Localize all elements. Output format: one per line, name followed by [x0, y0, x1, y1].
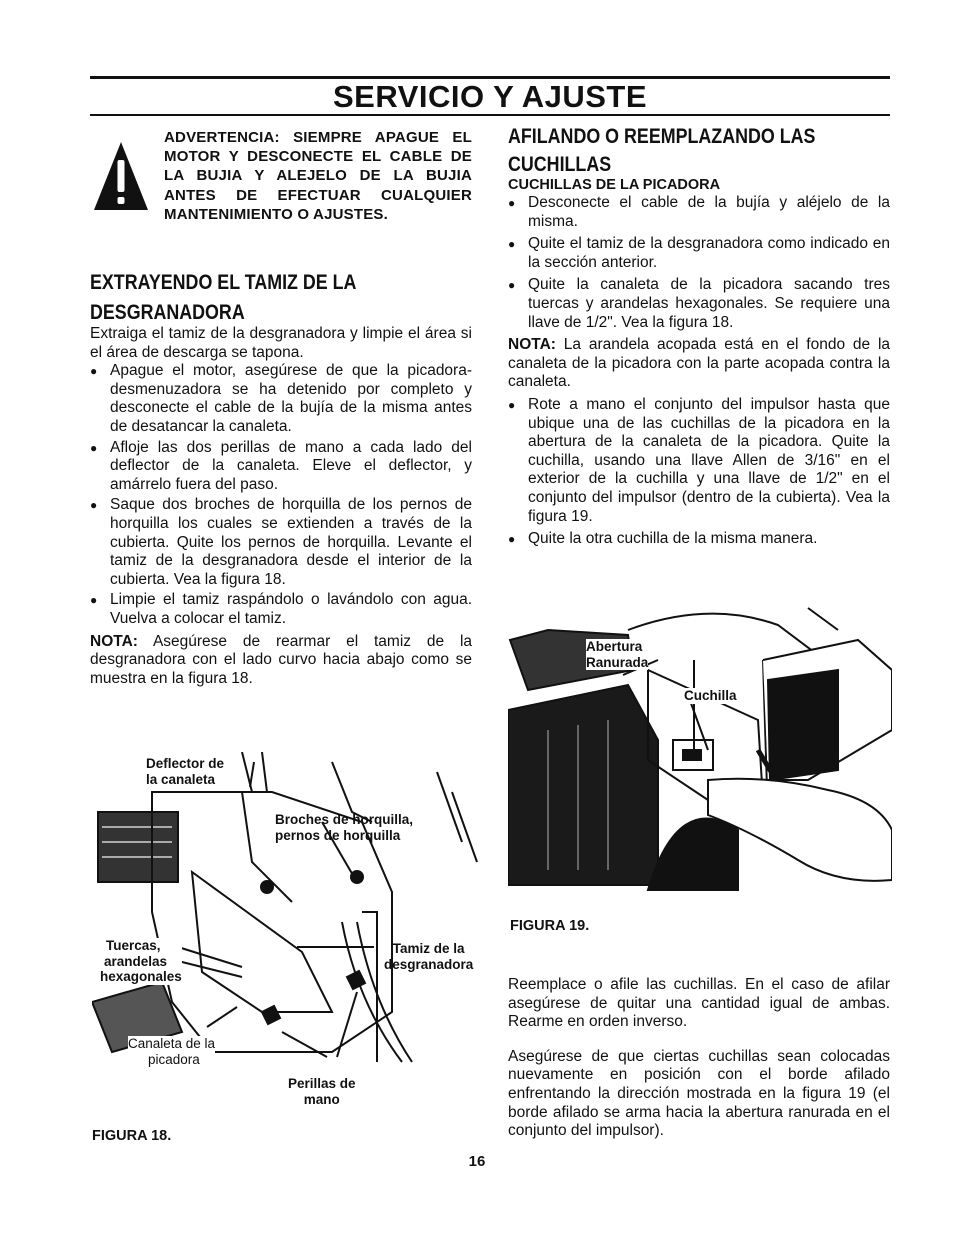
reemplace-paragraph: Reemplace o afile las cuchillas. En el caso de afilar asegúrese de quitar una cantidad igual de ambas. Rearme en orden inverso.: [508, 976, 890, 1031]
left-column: [90, 128, 472, 688]
fig18-label-tuercas: Tuercas, arandelas hexagonales: [100, 938, 182, 984]
tamiz-intro: Extraiga el tamiz de la desgranadora y limpie el área si el área de descarga se tapona.: [90, 325, 472, 361]
cuchillas-nota: [508, 336, 890, 392]
tamiz-step: ● Apague el motor, asegúrese de que la picadora-desmenuzadora se ha detenido por completo y desconecte el cable de la bujía de la misma antes de desatancar la canaleta.: [90, 362, 472, 436]
title-underline: [90, 114, 890, 116]
cuchillas-steps-a: [508, 194, 890, 332]
subheading-picadora: CUCHILLAS DE LA PICADORA: [508, 177, 721, 193]
nota-label: NOTA:: [90, 632, 138, 650]
figure-19-illustration: [508, 600, 892, 892]
cuchillas-step: ● Rote a mano el conjunto del impulsor hasta que ubique una de las cuchillas de la picadora en la abertura de la canaleta de la picadora. Quite la cuchilla, usando una llave Allen de 3/16" en el exterior de la cuchilla y una llave de 1/2" en el conjunto del impulsor (dentro de la cubierta). Vea la figura 19.: [508, 396, 890, 526]
fig18-label-perillas: Perillas de mano: [288, 1076, 356, 1107]
tamiz-steps: [90, 362, 472, 628]
nota-text: Asegúrese de rearmar el tamiz de la desgranadora con el lado curvo hacia abajo como se muestra en la figura 18.: [90, 632, 473, 687]
right-after-figure: [508, 976, 890, 1141]
fig18-label-tamiz: Tamiz de la desgranadora: [384, 941, 474, 972]
fig18-label-canaleta: Canaleta de la picadora: [128, 1036, 216, 1067]
cuchillas-step: ● Desconecte el cable de la bujía y aléjelo de la misma.: [508, 194, 890, 231]
figure-18-illustration: [92, 752, 482, 1082]
tamiz-nota: [90, 633, 472, 689]
nota-text: La arandela acopada está en el fondo de la canaleta de la picadora con la parte acopada contra la canaleta.: [508, 336, 891, 391]
page-number: 16: [468, 1153, 486, 1170]
section-heading-tamiz-1: EXTRAYENDO EL TAMIZ DE LA: [90, 271, 357, 295]
cuchillas-steps-b: [508, 396, 890, 549]
fig18-label-broches: Broches de horquilla, pernos de horquilla: [275, 812, 414, 843]
figure-18-caption: FIGURA 18.: [92, 1128, 172, 1144]
asegurese-paragraph: Asegúrese de que ciertas cuchillas sean colocadas nuevamente en posición con el borde afilado enfrentando la dirección mostrada en la figura 19 (el borde afilado se arma hacia la abertura ranurada en el conjunto del impulsor).: [508, 1047, 890, 1140]
section-heading-cuchillas-2: CUCHILLAS: [508, 153, 612, 176]
nota-label: NOTA:: [508, 336, 556, 354]
warning-block: [92, 128, 472, 224]
tamiz-step: ● Afloje las dos perillas de mano a cada lado del deflector de la canaleta. Eleve el deflector, y amárrelo fuera del paso.: [90, 439, 472, 495]
tamiz-step: ● Limpie el tamiz raspándolo o lavándolo con agua. Vuelva a colocar el tamiz.: [90, 591, 472, 628]
figure-19-caption: FIGURA 19.: [510, 918, 590, 934]
cuchillas-step: ● Quite la canaleta de la picadora sacando tres tuercas y arandelas hexagonales. Se requiere una llave de 1/2". Vea la figura 18.: [508, 276, 890, 332]
fig19-label-cuchilla: Cuchilla: [684, 688, 737, 703]
cuchillas-step: ● Quite la otra cuchilla de la misma manera.: [508, 530, 890, 549]
section-heading-tamiz-2: DESGRANADORA: [90, 301, 245, 325]
warning-text: ADVERTENCIA: SIEMPRE APAGUE EL MOTOR Y DESCONECTE EL CABLE DE LA BUJIA Y ALEJELO DE LA BUJIA ANTES DE EFECTUAR CUALQUIER MANTENIMIENTO O AJUSTES.: [164, 129, 472, 223]
fig19-label-abertura: Abertura Ranurada: [586, 639, 649, 670]
tamiz-step: ● Saque dos broches de horquilla de los pernos de horquilla los cuales se extienden a través de la cubierta. Quite los pernos de horquilla. Levante el tamiz de la desgranadora desde el interior de la cubierta. Vea la figura 18.: [90, 496, 472, 589]
warning-triangle-icon: [92, 140, 150, 214]
page-title: SERVICIO Y AJUSTE: [332, 79, 648, 114]
right-column: [508, 124, 890, 549]
fig18-label-deflector: Deflector de la canaleta: [146, 756, 225, 787]
section-heading-cuchillas-1: AFILANDO O REEMPLAZANDO LAS: [508, 125, 816, 148]
cuchillas-step: ● Quite el tamiz de la desgranadora como indicado en la sección anterior.: [508, 235, 890, 272]
